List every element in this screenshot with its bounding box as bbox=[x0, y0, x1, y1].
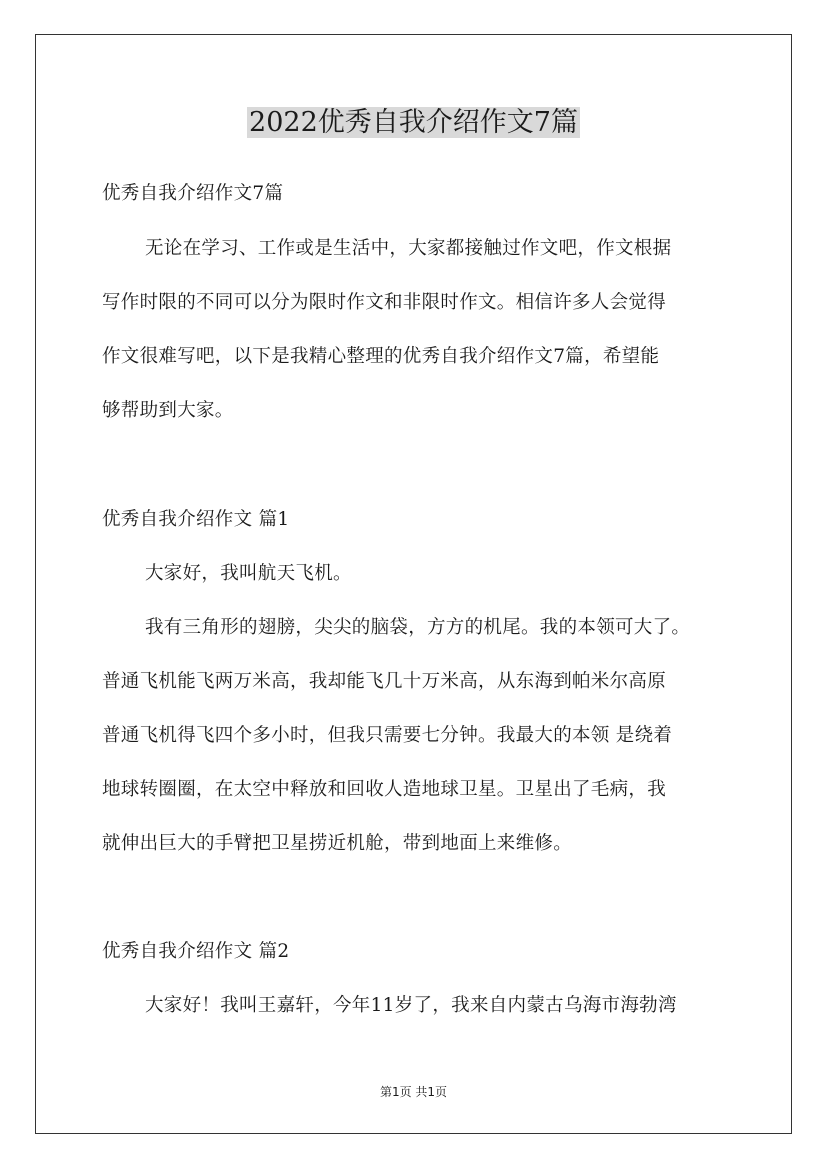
paragraph-line: 作文很难写吧，以下是我精心整理的优秀自我介绍作文7篇，希望能 bbox=[102, 346, 660, 367]
paragraph-line: 写作时限的不同可以分为限时作文和非限时作文。相信许多人会觉得 bbox=[102, 292, 667, 313]
paragraph-line: 普通飞机得飞四个多小时，但我只需要七分钟。我最大的本领 是绕着 bbox=[102, 725, 673, 746]
subtitle: 优秀自我介绍作文7篇 bbox=[102, 183, 284, 204]
paragraph-line: 普通飞机能飞两万米高，我却能飞几十万米高，从东海到帕米尔高原 bbox=[102, 671, 667, 692]
paragraph-line: 大家好！我叫王嘉轩，今年11岁了，我来自内蒙古乌海市海勃湾 bbox=[145, 995, 677, 1016]
page-footer: 第1页 共1页 bbox=[379, 1085, 448, 1099]
paragraph-line: 大家好，我叫航天飞机。 bbox=[145, 563, 352, 584]
paragraph-line: 就伸出巨大的手臂把卫星捞近机舱，带到地面上来维修。 bbox=[102, 833, 573, 854]
paragraph-line: 地球转圈圈，在太空中释放和回收人造地球卫星。卫星出了毛病，我 bbox=[102, 779, 667, 800]
paragraph-line: 够帮助到大家。 bbox=[102, 400, 234, 421]
section-heading: 优秀自我介绍作文 篇2 bbox=[102, 941, 290, 962]
document-title: 2022优秀自我介绍作文7篇 bbox=[249, 107, 578, 138]
paragraph-line: 我有三角形的翅膀，尖尖的脑袋，方方的机尾。我的本领可大了。 bbox=[145, 617, 691, 638]
section-heading: 优秀自我介绍作文 篇1 bbox=[102, 509, 290, 530]
paragraph-line: 无论在学习、工作或是生活中，大家都接触过作文吧，作文根据 bbox=[145, 238, 672, 259]
